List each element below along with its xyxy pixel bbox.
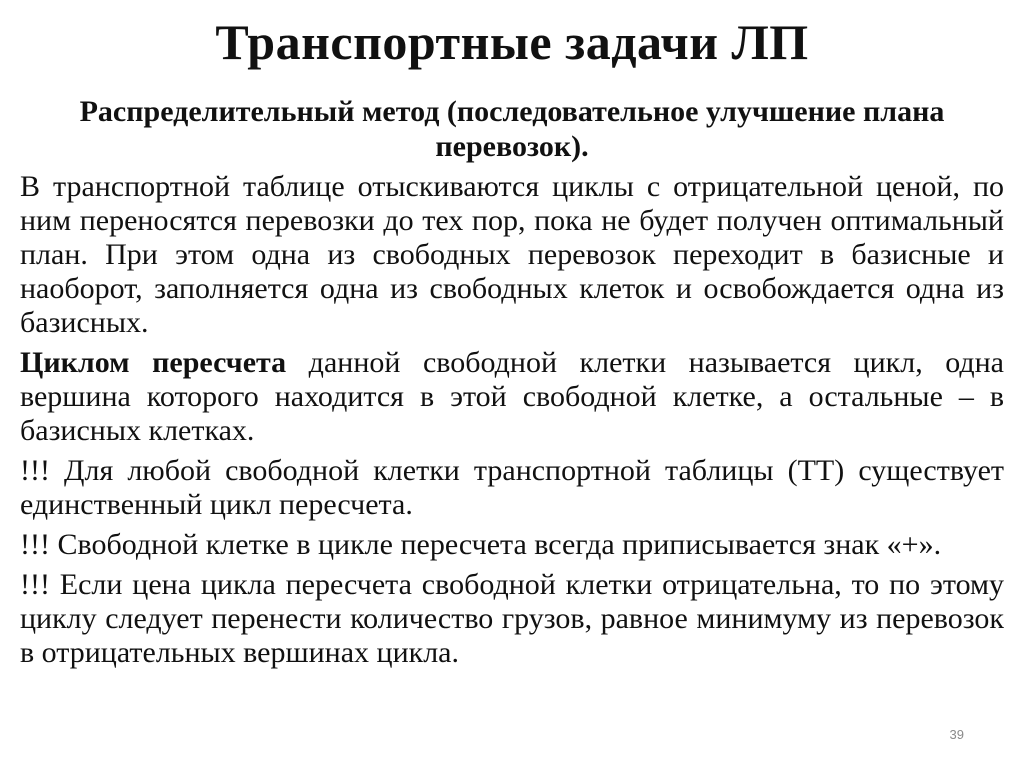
page-number: 39	[949, 727, 964, 742]
definition-term: Циклом пересчета	[20, 346, 287, 379]
note-1-text: !!! Для любой свободной клетки транспортной таблицы (ТТ) существует единственный цикл пересчета.	[20, 454, 1004, 521]
paragraph-note-3	[20, 568, 1004, 670]
slide-subtitle: Распределительный метод (последовательное улучшение плана перевозок).	[79, 95, 945, 163]
definition-text: данной свободной клетки называется цикл, одна вершина которого находится в этой свободной клетке, а остальные – в базисных клетках.	[20, 346, 1005, 447]
slide-title: Транспортные задачи ЛП	[215, 14, 809, 70]
paragraph-intro-text: В транспортной таблице отыскиваются циклы с отрицательной ценой, по ним переносятся перевозки до тех пор, пока не будет получен оптимальный план. При этом одна из свободных перевозок переходит в базисные и наоборот, заполняется одна из свободных клеток и освобождается одна из базисных.	[20, 170, 1004, 339]
note-2-text: !!! Свободной клетке в цикле пересчета всегда приписывается знак «+».	[20, 528, 942, 561]
paragraph-note-1	[20, 454, 1004, 522]
note-3-text: !!! Если цена цикла пересчета свободной клетки отрицательна, то по этому циклу следует перенести количество грузов, равное минимуму из перевозок в отрицательных вершинах цикла.	[20, 568, 1004, 669]
paragraph-definition	[20, 346, 1004, 448]
paragraph-intro	[20, 170, 1004, 340]
slide-body	[20, 170, 1004, 676]
paragraph-note-2	[20, 528, 1004, 562]
